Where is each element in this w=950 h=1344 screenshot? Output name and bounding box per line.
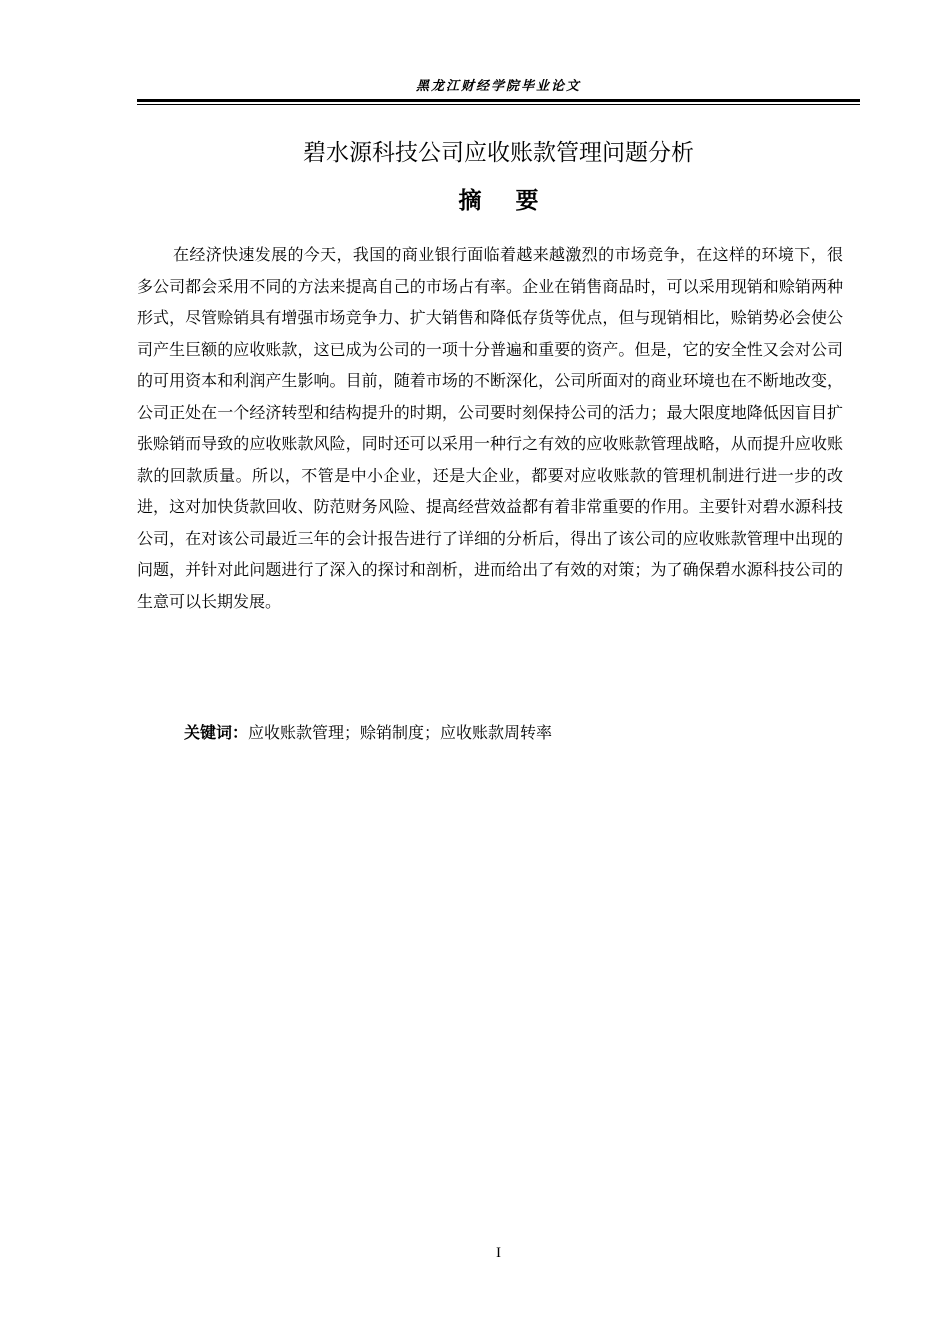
abstract-body: 在经济快速发展的今天，我国的商业银行面临着越来越激烈的市场竞争，在这样的环境下，很多公司都会采用不同的方法来提高自己的市场占有率。企业在销售商品时，可以采用现销和赊销两种形式，尽管赊销具有增强市场竞争力、扩大销售和降低存货等优点，但与现销相比，赊销势必会使公司产生巨额的应收账款，这已成为公司的一项十分普遍和重要的资产。但是，它的安全性又会对公司的可用资本和利润产生影响。目前，随着市场的不断深化，公司所面对的商业环境也在不断地改变，公司正处在一个经济转型和结构提升的时期，公司要时刻保持公司的活力；最大限度地降低因盲目扩张赊销而导致的应收账款风险，同时还可以采用一种行之有效的应收账款管理战略，从而提升应收账款的回款质量。所以，不管是中小企业，还是大企业，都要对应收账款的管理机制进行进一步的改进，这对加快货款回收、防范财务风险、提高经营效益都有着非常重要的作用。主要针对碧水源科技公司，在对该公司最近三年的会计报告进行了详细的分析后，得出了该公司的应收账款管理中出现的问题，并针对此问题进行了深入的探讨和剖析，进而给出了有效的对策；为了确保碧水源科技公司的生意可以长期发展。 [137, 245, 843, 611]
header-rule-thick [137, 99, 860, 102]
header-rule-thin [137, 104, 860, 105]
running-header: 黑龙江财经学院毕业论文 [415, 79, 581, 94]
abstract-heading: 摘要 [458, 188, 573, 214]
keywords-value: 应收账款管理；赊销制度；应收账款周转率 [248, 723, 553, 742]
keywords-label: 关键词： [184, 723, 249, 742]
page-number: I [496, 1245, 501, 1261]
paper-title: 碧水源科技公司应收账款管理问题分析 [303, 140, 694, 166]
keywords-line [184, 719, 552, 747]
